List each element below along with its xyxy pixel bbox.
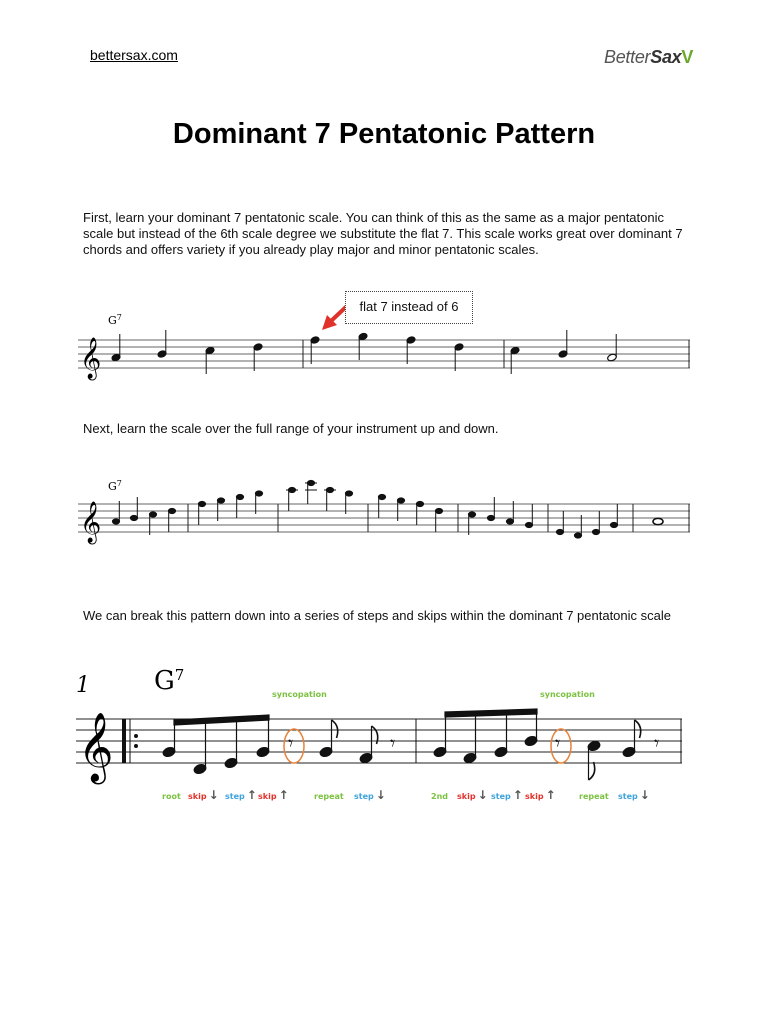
interval-label: skip ↑ (525, 788, 556, 802)
pattern-staff (72, 664, 692, 810)
note (149, 512, 156, 517)
syncopation-label: syncopation (540, 690, 595, 699)
step-skip-labels (162, 788, 650, 802)
chord-symbol: $G^7$ (154, 666, 185, 696)
full-range-staff (78, 478, 693, 550)
interval-label: step ↓ (618, 788, 650, 802)
treble-clef-icon: 𝄞 (80, 338, 102, 379)
note (506, 519, 513, 524)
syncopation-label: syncopation (272, 690, 327, 699)
note (217, 498, 224, 503)
page-title: Dominant 7 Pentatonic Pattern (172, 118, 596, 150)
flag (332, 720, 338, 738)
logo-sax: Sax (650, 47, 682, 67)
note (468, 512, 475, 517)
flag (589, 762, 595, 780)
note (198, 501, 205, 506)
interval-label: step ↓ (354, 788, 386, 802)
logo-better: Better (604, 47, 651, 67)
interval-label: skip ↓ (188, 788, 219, 802)
bettersax-logo (604, 47, 694, 75)
interval-label: skip ↓ (457, 788, 488, 802)
note (556, 529, 563, 534)
note (525, 522, 532, 527)
interval-label: skip ↑ (258, 788, 289, 802)
site-link[interactable]: bettersax.com (90, 47, 178, 63)
interval-label: repeat (314, 792, 344, 801)
note (236, 494, 243, 499)
note (435, 508, 442, 513)
note (610, 522, 617, 527)
treble-clef-icon: 𝄞 (80, 502, 102, 543)
note (168, 508, 175, 513)
staff-lines (78, 504, 690, 532)
interval-label: step ↑ (225, 788, 257, 802)
intro-paragraph: First, learn your dominant 7 pentatonic scale. You can think of this as the same as a major pentatonic scale but instead of the 6th scale degree we substitute the flat 7. This scale works great over dominant 7 chords and offers variety if you already play major and minor pentatonic scales. (83, 210, 683, 257)
measure-1-notes (162, 715, 395, 775)
note (112, 519, 119, 524)
note (487, 515, 494, 520)
chord-symbol: $G^7$ (108, 479, 122, 493)
note (416, 501, 423, 506)
interval-label: step ↑ (491, 788, 523, 802)
notes (111, 330, 617, 374)
eighth-rest-icon: 𝄾 (654, 731, 660, 755)
beam (174, 715, 269, 725)
chord-symbol: $G^7$ (108, 313, 122, 327)
interval-label: root (162, 792, 181, 801)
eighth-rest-icon: 𝄾 (555, 731, 561, 755)
eighth-rest-icon: 𝄾 (288, 731, 294, 755)
eighth-rest-icon: 𝄾 (390, 731, 396, 755)
logo-mark: V (681, 47, 694, 67)
beam (445, 709, 537, 717)
note (130, 515, 137, 520)
measure-2-notes (433, 709, 659, 780)
treble-clef-icon: 𝄞 (78, 712, 114, 782)
whole-note (653, 518, 663, 524)
exercise-number: 1 (76, 673, 90, 698)
syncopation-circle-icon (284, 729, 304, 763)
range-paragraph: Next, learn the scale over the full range of your instrument up and down. (83, 421, 499, 436)
note (574, 533, 581, 538)
half-note (607, 353, 618, 362)
syncopation-circle-icon (551, 729, 571, 763)
flag (635, 720, 641, 738)
note (592, 529, 599, 534)
note (378, 494, 385, 499)
note (345, 491, 352, 496)
staff-lines (78, 340, 690, 368)
flat7-callout: flat 7 instead of 6 (345, 291, 473, 324)
interval-label: repeat (579, 792, 609, 801)
interval-label: 2nd (431, 792, 448, 801)
note (255, 491, 262, 496)
pattern-paragraph: We can break this pattern down into a series of steps and skips within the dominant 7 pentatonic scale (83, 608, 671, 623)
note (397, 498, 404, 503)
